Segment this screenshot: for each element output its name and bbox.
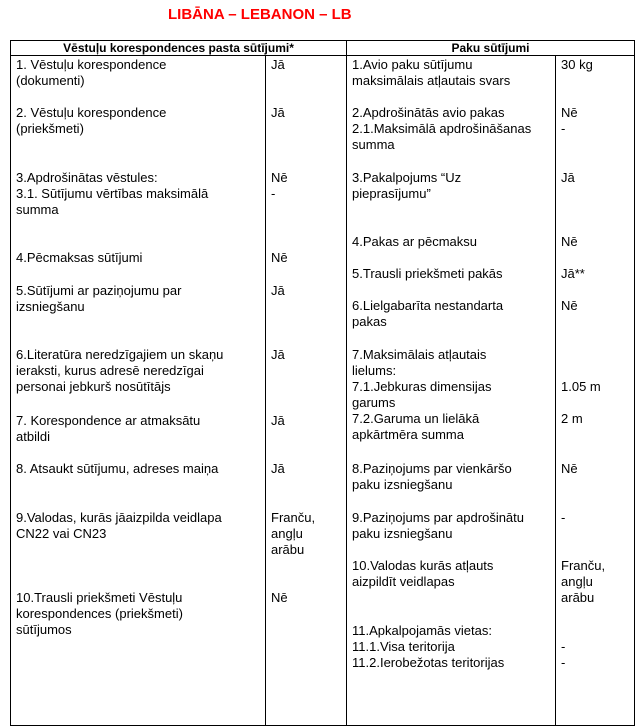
left-item-label	[16, 413, 260, 445]
left-item-label-line: 9.Valodas, kurās jāaizpilda veidlapa	[16, 510, 222, 525]
right-item-value	[561, 461, 629, 477]
right-item-label-line: maksimālais atļautais svars	[352, 73, 511, 88]
right-item-label-line: apkārtmēra summa	[352, 427, 464, 442]
left-item-value-line: -	[271, 186, 276, 201]
right-item-label-line: 11.1.Visa teritorija	[352, 639, 455, 654]
right-item-value-line: arābu	[561, 590, 595, 605]
left-item-label-line: 3.Apdrošinātas vēstules:	[16, 170, 158, 185]
left-item-value	[271, 170, 341, 202]
left-item-label-line: 5.Sūtījumi ar paziņojumu par	[16, 283, 182, 298]
left-item-label-line: korespondences (priekšmeti)	[16, 606, 183, 621]
left-item-value	[271, 510, 341, 558]
left-item-value	[271, 347, 341, 363]
right-item-value-line: -	[561, 510, 566, 525]
right-item-value-line: Jā	[561, 170, 575, 185]
right-item-value-line	[561, 395, 629, 411]
left-item-value-line: Jā	[271, 347, 285, 362]
right-item-label-line: 11.2.Ierobežotas teritorijas	[352, 655, 505, 670]
header-letter-mail: Vēstuļu korespondences pasta sūtījumi*	[11, 41, 347, 56]
left-item-label	[16, 590, 260, 638]
left-item-label-line: summa	[16, 202, 59, 217]
left-item-value-line: arābu	[271, 542, 305, 557]
right-item-value-line: 30 kg	[561, 57, 593, 72]
right-item-label	[352, 623, 550, 671]
right-item-label-line: paku izsniegšanu	[352, 477, 453, 492]
left-item-label-line: (priekšmeti)	[16, 121, 84, 136]
right-item-value	[561, 57, 629, 73]
page-title: LIBĀNA – LEBANON – LB	[168, 6, 352, 23]
right-item-label	[352, 105, 550, 153]
right-item-value-line	[561, 347, 629, 363]
left-item-label	[16, 170, 260, 218]
right-item-label-line: 3.Pakalpojums “Uz	[352, 170, 462, 185]
right-item-value-line: 1.05 m	[561, 379, 601, 394]
right-item-label	[352, 298, 550, 330]
right-item-label-line: pakas	[352, 314, 387, 329]
right-item-label-line: 1.Avio paku sūtījumu	[352, 57, 473, 72]
right-item-value-line: 2 m	[561, 411, 583, 426]
right-item-value	[561, 105, 629, 137]
right-item-value-line: -	[561, 655, 566, 670]
table-body-row	[11, 56, 635, 726]
right-item-label-line: garums	[352, 395, 396, 410]
left-item-value-line: Jā	[271, 105, 285, 120]
left-item-label-line: sūtījumos	[16, 622, 72, 637]
header-parcels: Paku sūtījumi	[347, 41, 635, 56]
left-item-value	[271, 250, 341, 266]
left-item-label-line: 6.Literatūra neredzīgajiem un skaņu	[16, 347, 224, 362]
right-item-value-line	[561, 363, 629, 379]
left-item-label-line: (dokumenti)	[16, 73, 85, 88]
right-item-value-line: Nē	[561, 234, 578, 249]
right-item-value	[561, 510, 629, 526]
right-item-value-line	[561, 623, 629, 639]
right-item-label-line: 7.1.Jebkuras dimensijas	[352, 379, 492, 394]
right-item-value-line: Franču,	[561, 558, 606, 573]
left-item-label-line: personai jebkurš nosūtītājs	[16, 379, 171, 394]
right-item-label-line: summa	[352, 137, 395, 152]
right-item-label	[352, 57, 550, 89]
left-item-value	[271, 105, 341, 121]
left-item-value	[271, 590, 341, 606]
left-item-label	[16, 105, 260, 137]
right-item-value	[561, 347, 629, 427]
left-item-label-line: ieraksti, kurus adresē neredzīgai	[16, 363, 204, 378]
right-item-value-line: -	[561, 639, 566, 654]
right-item-value-line: Nē	[561, 298, 578, 313]
right-item-label-line: lielums:	[352, 363, 397, 378]
right-item-value	[561, 623, 629, 671]
left-item-value-line: Nē	[271, 250, 288, 265]
left-item-label-line: 8. Atsaukt sūtījumu, adreses maiņa	[16, 461, 219, 476]
left-item-value-line: Jā	[271, 461, 285, 476]
right-item-label-line: 7.2.Garuma un lielākā	[352, 411, 480, 426]
right-item-value	[561, 298, 629, 314]
right-item-label	[352, 347, 550, 443]
right-item-value	[561, 558, 629, 606]
right-item-label-line: pieprasījumu”	[352, 186, 431, 201]
left-item-label-line: 7. Korespondence ar atmaksātu	[16, 413, 201, 428]
left-item-label-line: 10.Trausli priekšmeti Vēstuļu	[16, 590, 183, 605]
right-item-label-line: 4.Pakas ar pēcmaksu	[352, 234, 478, 249]
right-item-value-line: Jā**	[561, 266, 585, 281]
right-item-label-line: paku izsniegšanu	[352, 526, 453, 541]
right-item-label	[352, 558, 550, 590]
table-header-row	[11, 41, 635, 56]
right-item-label	[352, 234, 550, 250]
right-item-label-line: 11.Apkalpojamās vietas:	[352, 623, 492, 638]
right-item-value	[561, 170, 629, 186]
left-item-label	[16, 250, 260, 266]
parcel-labels	[347, 56, 556, 726]
right-item-label-line: 10.Valodas kurās atļauts	[352, 558, 494, 573]
left-item-label	[16, 461, 260, 477]
left-item-value-line: Nē	[271, 590, 288, 605]
left-item-label-line: 2. Vēstuļu korespondence	[16, 105, 167, 120]
right-item-label-line: 7.Maksimālais atļautais	[352, 347, 487, 362]
left-item-label	[16, 347, 260, 395]
left-item-value-line: Jā	[271, 283, 285, 298]
left-item-label	[16, 283, 260, 315]
postal-info-table	[10, 40, 635, 726]
left-item-value	[271, 461, 341, 477]
left-item-value-line: Jā	[271, 57, 285, 72]
right-item-label-line: 2.Apdrošinātās avio pakas	[352, 105, 505, 120]
left-item-value-line: angļu	[271, 526, 303, 541]
right-item-label-line: 9.Paziņojums par apdrošinātu	[352, 510, 525, 525]
left-item-label-line: 4.Pēcmaksas sūtījumi	[16, 250, 143, 265]
right-item-label-line: 6.Lielgabarīta nestandarta	[352, 298, 504, 313]
right-item-label	[352, 266, 550, 282]
right-item-value-line: angļu	[561, 574, 593, 589]
left-item-value-line: Franču,	[271, 510, 316, 525]
left-item-label	[16, 510, 260, 542]
right-item-value	[561, 266, 629, 282]
left-item-value	[271, 413, 341, 429]
left-item-label-line: izsniegšanu	[16, 299, 85, 314]
letter-mail-values	[266, 56, 347, 726]
right-item-label	[352, 461, 550, 493]
right-item-label-line: 2.1.Maksimālā apdrošināšanas	[352, 121, 532, 136]
right-item-value-line: Nē	[561, 461, 578, 476]
left-item-value	[271, 283, 341, 299]
letter-mail-labels	[11, 56, 266, 726]
right-item-label-line: 8.Paziņojums par vienkāršo	[352, 461, 512, 476]
left-item-value	[271, 57, 341, 73]
right-item-label	[352, 170, 550, 202]
right-item-value-line: -	[561, 121, 566, 136]
right-item-label-line: aizpildīt veidlapas	[352, 574, 455, 589]
left-item-label-line: atbildi	[16, 429, 50, 444]
left-item-label-line: CN22 vai CN23	[16, 526, 107, 541]
right-item-label-line: 5.Trausli priekšmeti pakās	[352, 266, 503, 281]
right-item-value	[561, 234, 629, 250]
left-item-label-line: 1. Vēstuļu korespondence	[16, 57, 167, 72]
right-item-label	[352, 510, 550, 542]
left-item-label	[16, 57, 260, 89]
left-item-value-line: Jā	[271, 413, 285, 428]
left-item-label-line: 3.1. Sūtījumu vērtības maksimālā	[16, 186, 209, 201]
parcel-values	[556, 56, 635, 726]
left-item-value-line: Nē	[271, 170, 288, 185]
right-item-value-line: Nē	[561, 105, 578, 120]
